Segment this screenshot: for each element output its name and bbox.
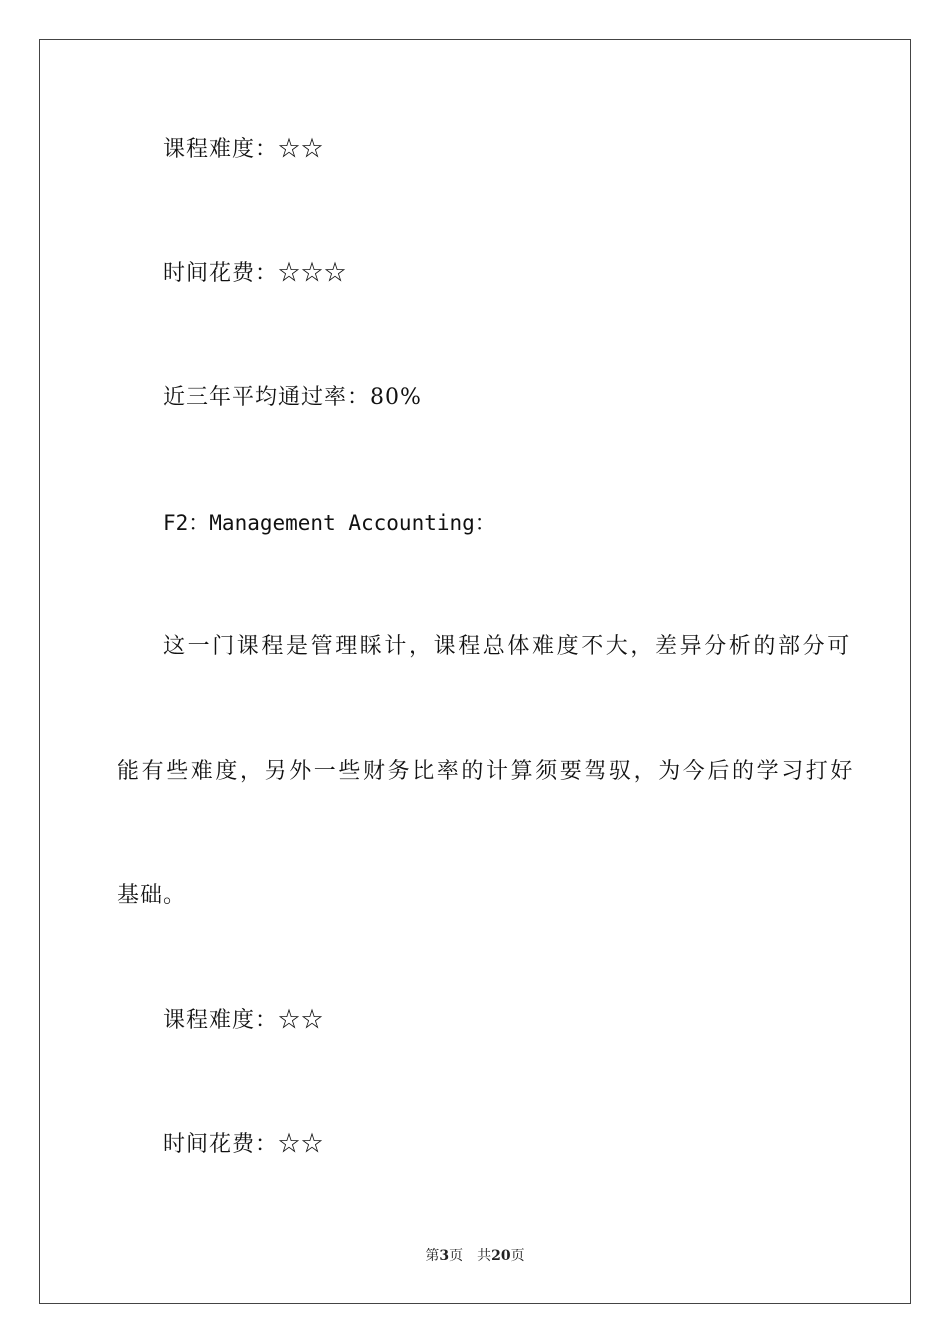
page-footer bbox=[0, 1247, 950, 1265]
time-cost-line-2: 时间花费：☆☆ bbox=[163, 1132, 325, 1157]
paragraph-line-1: 这一门课程是管理睬计，课程总体难度不大，差异分析的部分可 bbox=[163, 634, 852, 659]
course-heading: F2：Management Accounting： bbox=[163, 511, 496, 535]
time-cost-line: 时间花费：☆☆☆ bbox=[163, 261, 348, 286]
footer-total-prefix: 共 bbox=[477, 1248, 492, 1264]
footer-total-suffix: 页 bbox=[510, 1248, 525, 1264]
footer-prefix: 第 bbox=[425, 1248, 440, 1264]
footer-page-number: 3 bbox=[439, 1248, 450, 1264]
paragraph-line-2: 能有些难度，另外一些财务比率的计算须要驾驭，为今后的学习打好 bbox=[117, 759, 856, 784]
course-difficulty-line: 课程难度：☆☆ bbox=[163, 137, 325, 162]
pass-rate-line: 近三年平均通过率：80% bbox=[163, 385, 422, 410]
paragraph-line-3: 基础。 bbox=[117, 883, 187, 908]
footer-total-pages: 20 bbox=[491, 1248, 511, 1264]
course-difficulty-line-2: 课程难度：☆☆ bbox=[163, 1008, 325, 1033]
page-border bbox=[39, 39, 911, 1304]
footer-page-suffix: 页 bbox=[449, 1248, 464, 1264]
